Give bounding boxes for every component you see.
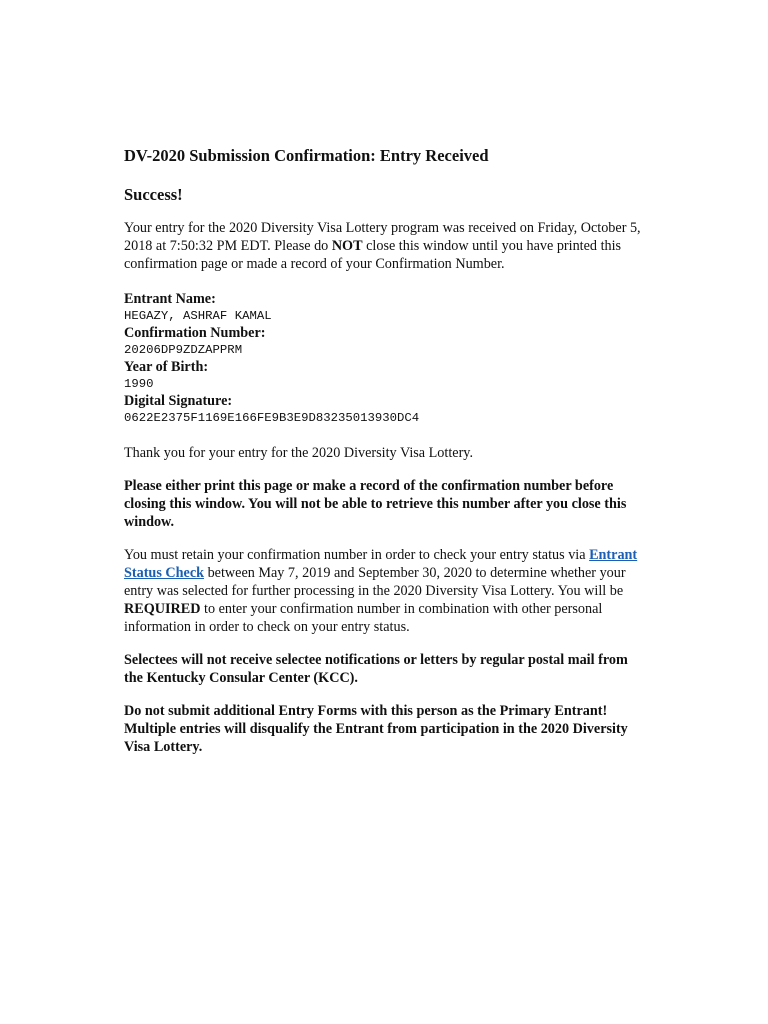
entrant-name-label: Entrant Name: [124,291,216,307]
entrant-status-check-link[interactable]: Entrant Status Check [124,547,638,581]
digital-signature-value: 0622E2375F1169E166FE9B3E9D83235013930DC4 [124,411,420,425]
intro-emphasis: NOT [331,238,363,254]
success-heading: Success! [124,185,183,204]
entrant-name-value: HEGAZY, ASHRAF KAMAL [124,309,272,323]
digital-signature-label: Digital Signature: [124,393,233,409]
retain-paragraph [124,546,644,636]
page-title: DV-2020 Submission Confirmation: Entry Received [124,146,489,165]
retain-text-3: to enter your confirmation number in combination with other personal information in order to check on your entry status. [124,601,603,635]
year-of-birth-value: 1990 [124,377,154,391]
intro-paragraph [124,219,644,273]
document-body [124,146,644,756]
thanks-paragraph: Thank you for your entry for the 2020 Diversity Visa Lottery. [124,445,474,461]
retain-text-2: between May 7, 2019 and September 30, 2020 to determine whether your entry was selected for further processing in the 2020 Diversity Visa Lottery. You will be [124,565,626,599]
retain-text-1: You must retain your confirmation number in order to check your entry status via [124,547,590,563]
year-of-birth-label: Year of Birth: [124,359,209,375]
retain-emphasis: REQUIRED [124,601,201,617]
intro-text-1: Your entry for the 2020 Diversity Visa Lottery program was received on Friday, October 5, 2018 at 7:50:32 PM EDT. Please do [124,220,641,254]
intro-text-2: close this window until you have printed this confirmation page or made a record of your Confirmation Number. [124,238,622,272]
confirmation-number-label: Confirmation Number: [124,325,266,341]
do-not-submit-warning: Do not submit additional Entry Forms with this person as the Primary Entrant! Multiple entries will disqualify the Entrant from participation in the 2020 Diversity Visa Lottery. [124,703,628,755]
entry-details [124,291,644,427]
print-warning: Please either print this page or make a record of the confirmation number before closing this window. You will not be able to retrieve this number after you close this window. [124,478,627,530]
selectees-notice: Selectees will not receive selectee notifications or letters by regular postal mail from the Kentucky Consular Center (KCC). [124,652,628,686]
confirmation-number-value: 20206DP9ZDZAPPRM [124,343,243,357]
